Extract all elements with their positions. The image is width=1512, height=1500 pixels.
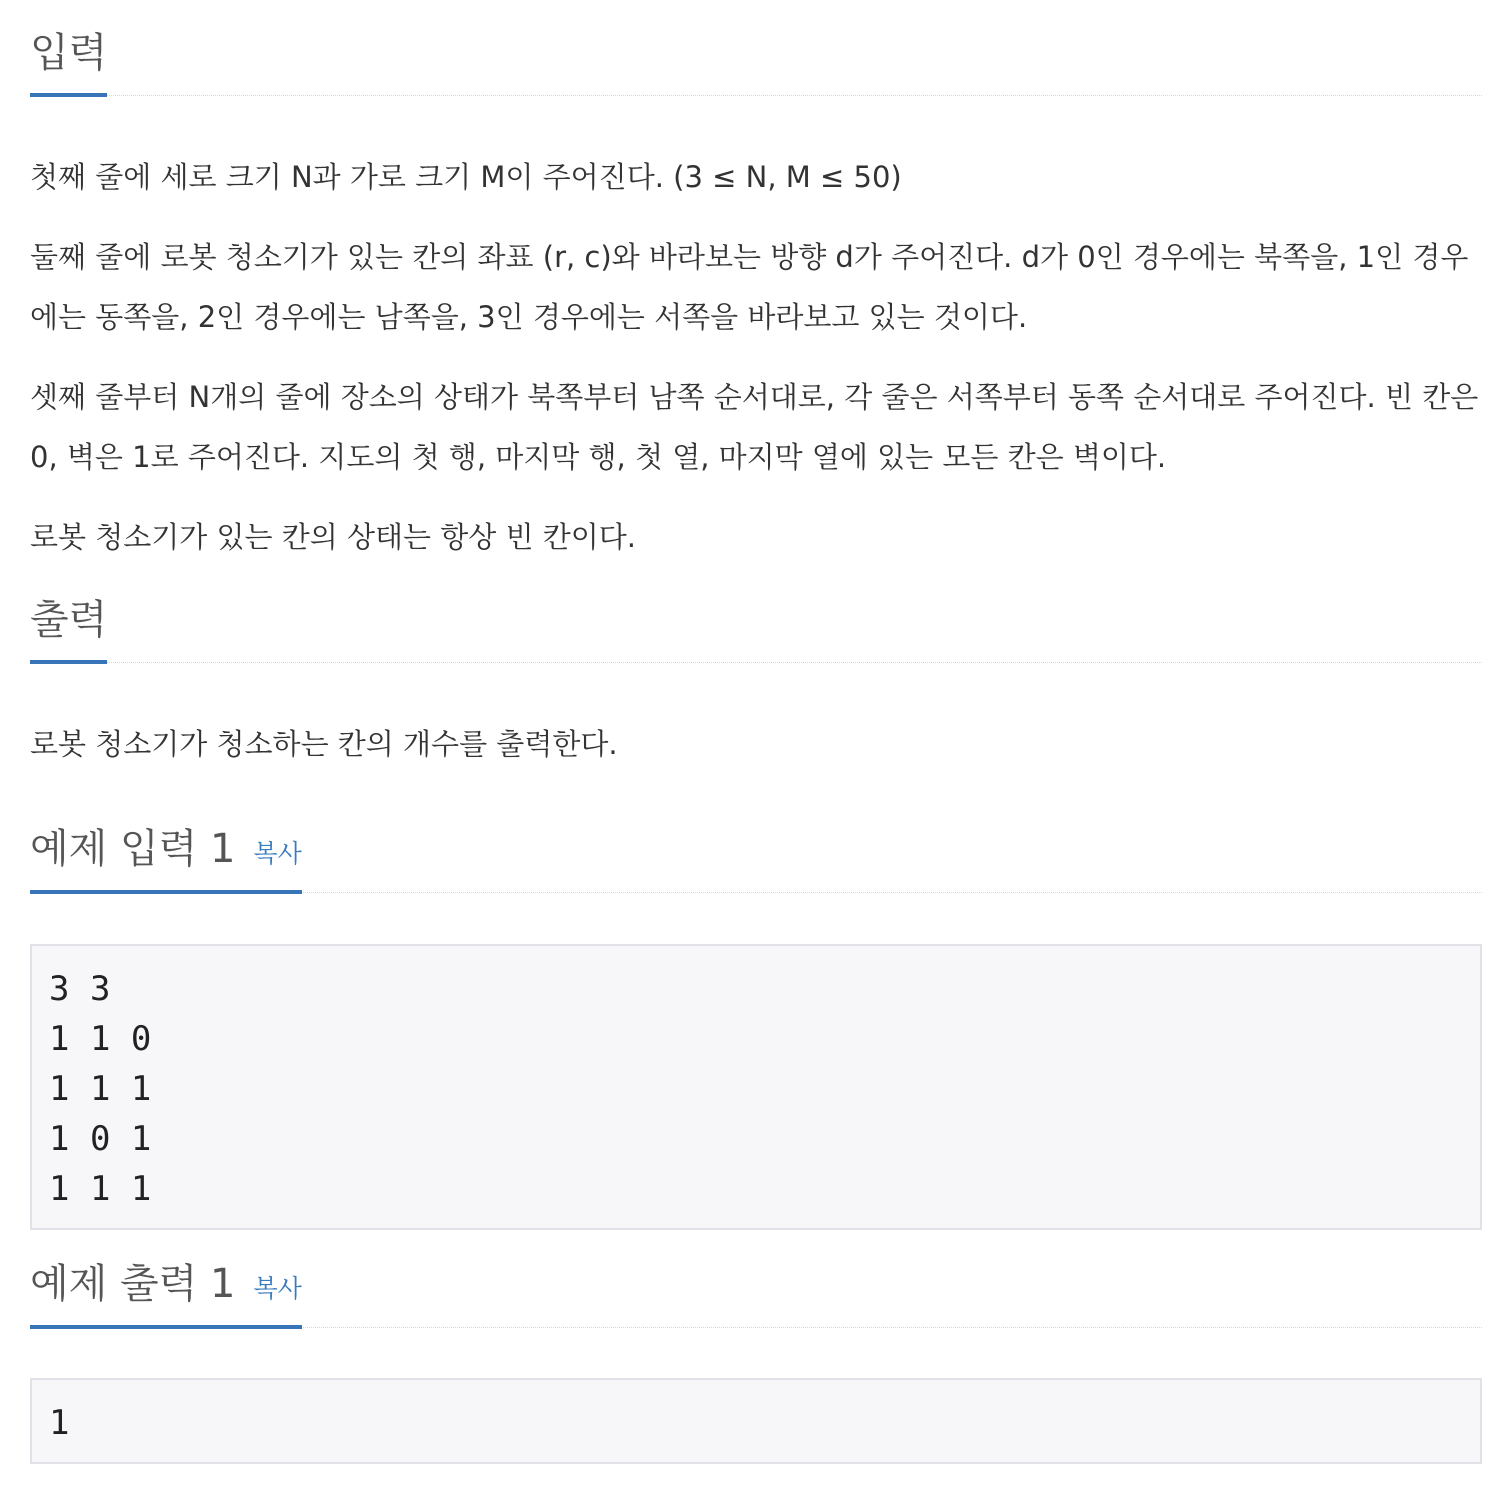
input-heading (30, 30, 1482, 96)
output-paragraph-1: 로봇 청소기가 청소하는 칸의 개수를 출력한다. (30, 727, 618, 761)
sample-output-title: 예제 출력 1 (30, 1261, 236, 1307)
input-paragraph-4: 로봇 청소기가 있는 칸의 상태는 항상 빈 칸이다. (30, 520, 637, 554)
sample-input-title: 예제 입력 1 (30, 826, 236, 872)
sample-input-copy-button[interactable]: 복사 (253, 839, 302, 868)
input-paragraph-2: 둘째 줄에 로봇 청소기가 있는 칸의 좌표 (r, c)와 바라보는 방향 d가 주어진다. d가 0인 경우에는 북쪽을, 1인 경우에는 동쪽을, 2인 경우에는 남쪽을, 3인 경우에는 서쪽을 바라보고 있는 것이다. (30, 240, 1469, 334)
sample-output-box[interactable]: 1 (30, 1378, 1482, 1464)
sample-output-copy-button[interactable]: 복사 (253, 1274, 302, 1303)
input-heading-title: 입력 (30, 30, 108, 76)
input-paragraph-1: 첫째 줄에 세로 크기 N과 가로 크기 M이 주어진다. (3 ≤ N, M ≤ 50) (30, 160, 902, 194)
output-heading (30, 597, 1482, 663)
sample-output-heading (30, 1261, 1482, 1328)
sample-input-box[interactable]: 3 3 1 1 0 1 1 1 1 0 1 1 1 1 (30, 944, 1482, 1230)
input-paragraph-3: 셋째 줄부터 N개의 줄에 장소의 상태가 북쪽부터 남쪽 순서대로, 각 줄은 서쪽부터 동쪽 순서대로 주어진다. 빈 칸은 0, 벽은 1로 주어진다. 지도의 첫 행, 마지막 행, 첫 열, 마지막 열에 있는 모든 칸은 벽이다. (30, 380, 1479, 474)
sample-input-heading (30, 826, 1482, 893)
output-heading-title: 출력 (30, 597, 108, 643)
